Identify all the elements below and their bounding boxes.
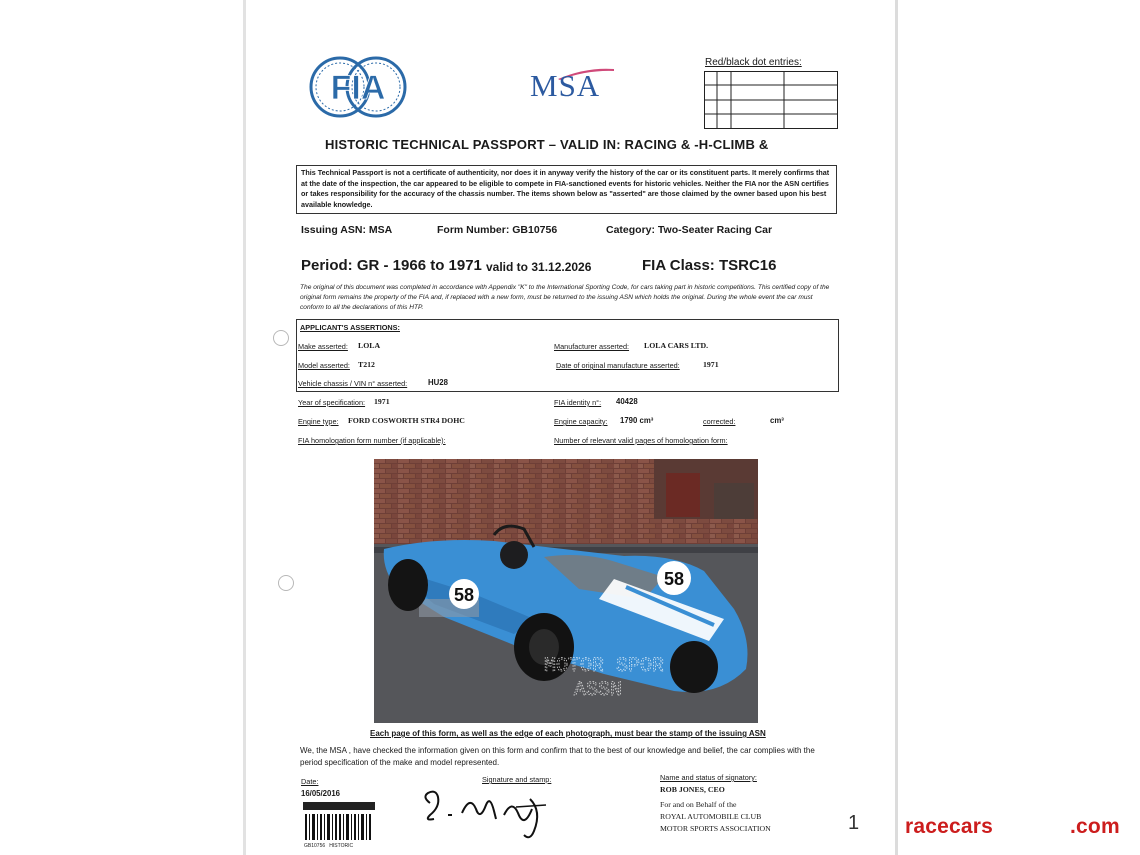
behalf-line-3: MOTOR SPORTS ASSOCIATION (660, 824, 771, 833)
dot-entries-grid (704, 71, 838, 129)
photo-watermark-line1: MOTOR SPOR (544, 655, 665, 678)
signatory-name: ROB JONES, CEO (660, 785, 725, 794)
date-label: Date: (301, 777, 319, 786)
car-number-nose: 58 (663, 569, 685, 589)
chassis-value: HU28 (428, 378, 448, 387)
fia-logo (308, 55, 408, 119)
valid-to: valid to 31.12.2026 (486, 260, 592, 274)
year-value: 1971 (374, 397, 390, 406)
year-label: Year of specification: (298, 398, 366, 407)
manufacture-date-label: Date of original manufacture asserted: (556, 361, 680, 370)
manufacturer-label: Manufacturer asserted: (554, 342, 630, 351)
model-label: Model asserted: (298, 361, 350, 370)
engine-type-value: FORD COSWORTH STR4 DOHC (348, 416, 465, 425)
manufacturer-value: LOLA CARS LTD. (644, 341, 709, 350)
page-number: 1 (848, 812, 860, 834)
signatory-label: Name and status of signatory: (660, 773, 757, 782)
punch-hole-top (273, 330, 289, 346)
dot-entries-label: Red/black dot entries: (705, 57, 802, 68)
brand-watermark-left: racecars (905, 815, 994, 838)
period: Period: GR - 1966 to 1971 (301, 257, 482, 274)
model-value: T212 (358, 360, 375, 369)
behalf-line-2: ROYAL AUTOMOBILE CLUB (660, 812, 762, 821)
passport-title: HISTORIC TECHNICAL PASSPORT – VALID IN: RACING & -H-CLIMB & (325, 137, 769, 152)
form-number: Form Number: GB10756 (437, 224, 558, 236)
make-value: LOLA (358, 341, 381, 350)
confirmation-text: We, the MSA , have checked the information given on this form and confirm that to the best of our knowledge and belief, the car complies with the period specification of the make and model represented. (300, 746, 815, 767)
signature-label: Signature and stamp: (482, 775, 552, 784)
identity-value: 40428 (616, 397, 638, 406)
manufacture-date-value: 1971 (703, 360, 719, 369)
photo-watermark-line2: ASSN (574, 679, 623, 702)
homologation-label: FIA homologation form number (if applicable): (298, 436, 446, 445)
date-value: 16/05/2016 (301, 789, 341, 798)
car-number-side: 58 (453, 585, 475, 605)
brand-watermark-right: .com (1070, 815, 1120, 838)
corrected-unit: cm³ (770, 416, 784, 425)
msa-logo: MSA (530, 68, 601, 103)
category: Category: Two-Seater Racing Car (606, 224, 773, 236)
barcode-text: GB10756 HISTORIC (304, 843, 354, 849)
car-photo (374, 459, 758, 723)
signature-scribble (420, 785, 555, 845)
homologation-pages-label: Number of relevant valid pages of homologation form: (554, 436, 728, 445)
engine-capacity-label: Engine capacity: (554, 417, 608, 426)
assertions-heading: APPLICANT'S ASSERTIONS: (300, 323, 400, 332)
chassis-label: Vehicle chassis / VIN n° asserted: (298, 379, 408, 388)
engine-capacity-value: 1790 cm³ (620, 416, 654, 425)
car-photo-illustration (374, 459, 758, 723)
fia-class: FIA Class: TSRC16 (642, 257, 777, 274)
original-note: The original of this document was completed in accordance with Appendix "K" to the International Sporting Code, for cars taking part in historic competitions. This certified copy of the original form remains the property of the FIA and, if replaced with a new form, must be returned to the issuing ASN which holds the original. During the whole event the car must conform to all the declarations of this HTP. (300, 284, 830, 311)
fia-logo-text: FIA (330, 69, 386, 107)
identity-label: FIA identity n°: (554, 398, 602, 407)
make-label: Make asserted: (298, 342, 348, 351)
disclaimer-box: This Technical Passport is not a certificate of authenticity, nor does it in anyway verify the history of the car or its constituent parts. It merely confirms that at the date of the inspection, the car appeared to be eligible to compete in FIA-sanctioned events for historic vehicles. Neither the FIA nor the ASN certifies or takes responsibility for the accuracy of the chassis number. The items shown below as "asserted" are those claimed by the owner based upon his best available knowledge. (296, 165, 837, 214)
stamp-note: Each page of this form, as well as the edge of each photograph, must bear the stamp of the issuing ASN (370, 729, 766, 738)
engine-type-label: Engine type: (298, 417, 339, 426)
issuing-asn: Issuing ASN: MSA (301, 224, 393, 236)
behalf-line-1: For and on Behalf of the (660, 800, 737, 809)
punch-hole-bottom (278, 575, 294, 591)
corrected-label: corrected: (703, 417, 736, 426)
